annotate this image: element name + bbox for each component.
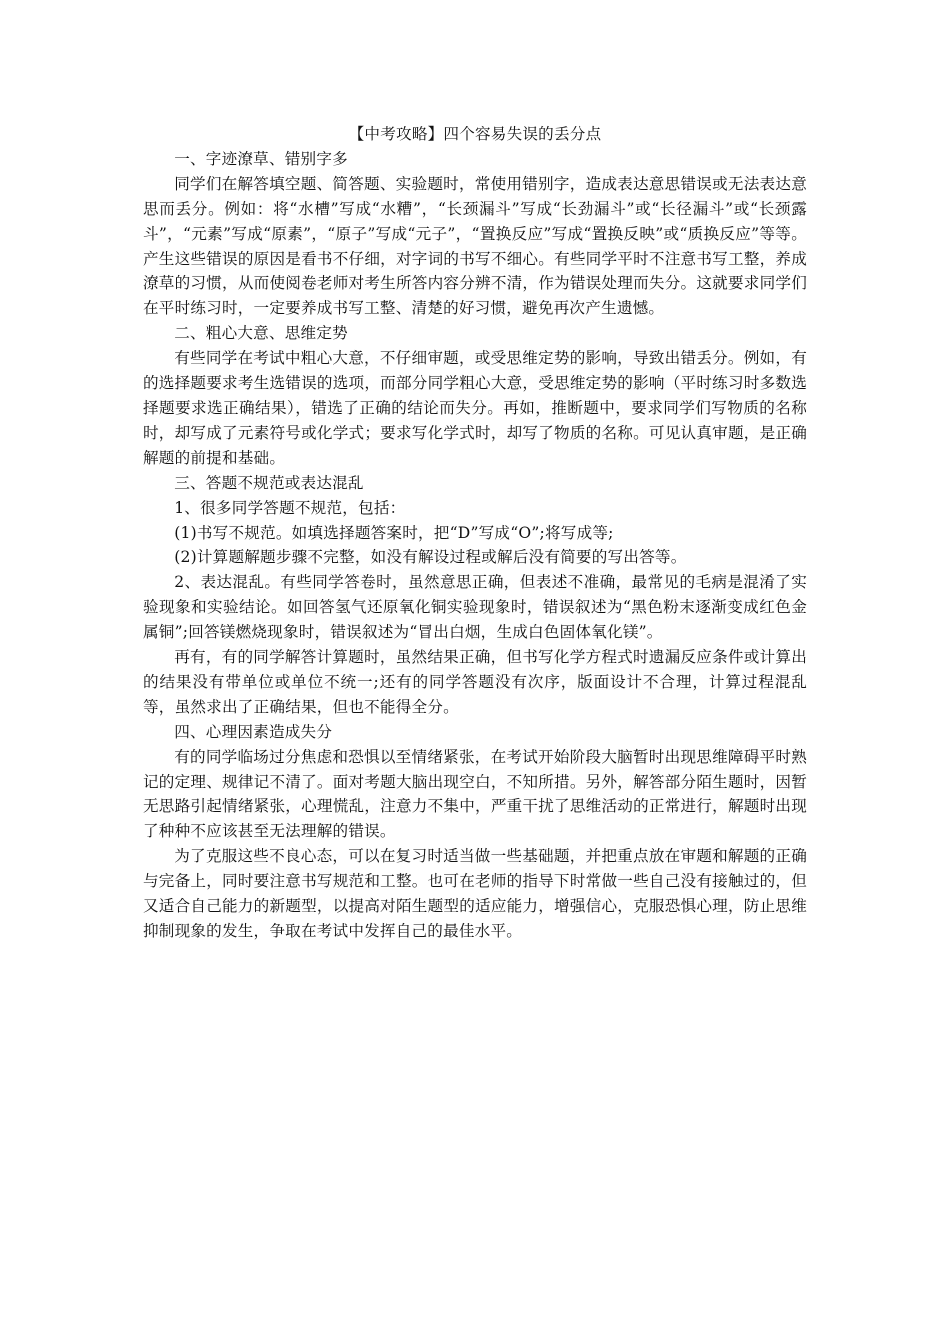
section-heading-2: 二、粗心大意、思维定势: [174, 324, 348, 343]
list-item: (1)书写不规范。如填选择题答案时，把“D”写成“O”;将写成等;: [174, 523, 614, 542]
paragraph: 同学们在解答填空题、简答题、实验题时，常使用错别字，造成表达意思错误或无法表达意思而丢分。例如：将“水槽”写成“水糟”，“长颈漏斗”写成“长劲漏斗”或“长径漏斗”或“长颈露斗”，“元素”写成“原素”，“原子”写成“元子”，“置换反应”写成“置换反映”或“质换反应”等等。产生这些错误的原因是看书不仔细，对字词的书写不细心。有些同学平时不注意书写工整，养成潦草的习惯，从而使阅卷老师对考生所答内容分辨不清，作为错误处理而失分。这就要求同学们在平时练习时，一定要养成书写工整、清楚的好习惯，避免再次产生遗憾。: [143, 174, 807, 318]
section-heading-4: 四、心理因素造成失分: [174, 722, 333, 741]
section-heading-3: 三、答题不规范或表达混乱: [174, 473, 364, 492]
paragraph: 有的同学临场过分焦虑和恐惧以至情绪紧张，在考试开始阶段大脑暂时出现思维障碍平时熟记的定理、规律记不清了。面对考题大脑出现空白，不知所措。另外，解答部分陌生题时，因暂无思路引起情绪紧张，心理慌乱，注意力不集中，严重干扰了思维活动的正常进行，解题时出现了种种不应该甚至无法理解的错误。: [143, 747, 807, 841]
list-item: (2)计算题解题步骤不完整，如没有解设过程或解后没有简要的写出答等。: [174, 548, 687, 567]
section-heading-1: 一、字迹潦草、错别字多: [174, 149, 348, 168]
document-title: 【中考攻略】四个容易失误的丢分点: [348, 125, 602, 143]
paragraph: 2、表达混乱。有些同学答卷时，虽然意思正确，但表述不准确，最常见的毛病是混淆了实验现象和实验结论。如回答氢气还原氧化铜实验现象时，错误叙述为“黑色粉末逐渐变成红色金属铜”;回答镁燃烧现象时，错误叙述为“冒出白烟，生成白色固体氧化镁”。: [143, 573, 807, 642]
paragraph: 再有，有的同学解答计算题时，虽然结果正确，但书写化学方程式时遗漏反应条件或计算出的结果没有带单位或单位不统一;还有的同学答题没有次序，版面设计不合理，计算过程混乱等，虽然求出了正确结果，但也不能得全分。: [143, 648, 807, 716]
document-page: [143, 122, 807, 944]
paragraph: 有些同学在考试中粗心大意，不仔细审题，或受思维定势的影响，导致出错丢分。例如，有的选择题要求考生选错误的选项，而部分同学粗心大意，受思维定势的影响（平时练习时多数选择题要求选正确结果），错选了正确的结论而失分。再如，推断题中，要求同学们写物质的名称时，却写成了元素符号或化学式；要求写化学式时，却写了物质的名称。可见认真审题，是正确解题的前提和基础。: [143, 349, 807, 467]
paragraph: 为了克服这些不良心态，可以在复习时适当做一些基础题，并把重点放在审题和解题的正确与完备上，同时要注意书写规范和工整。也可在老师的指导下时常做一些自己没有接触过的，但又适合自己能力的新题型，以提高对陌生题型的适应能力，增强信心，克服恐惧心理，防止思维抑制现象的发生，争取在考试中发挥自己的最佳水平。: [143, 847, 807, 940]
paragraph: 1、很多同学答题不规范，包括：: [174, 498, 406, 517]
